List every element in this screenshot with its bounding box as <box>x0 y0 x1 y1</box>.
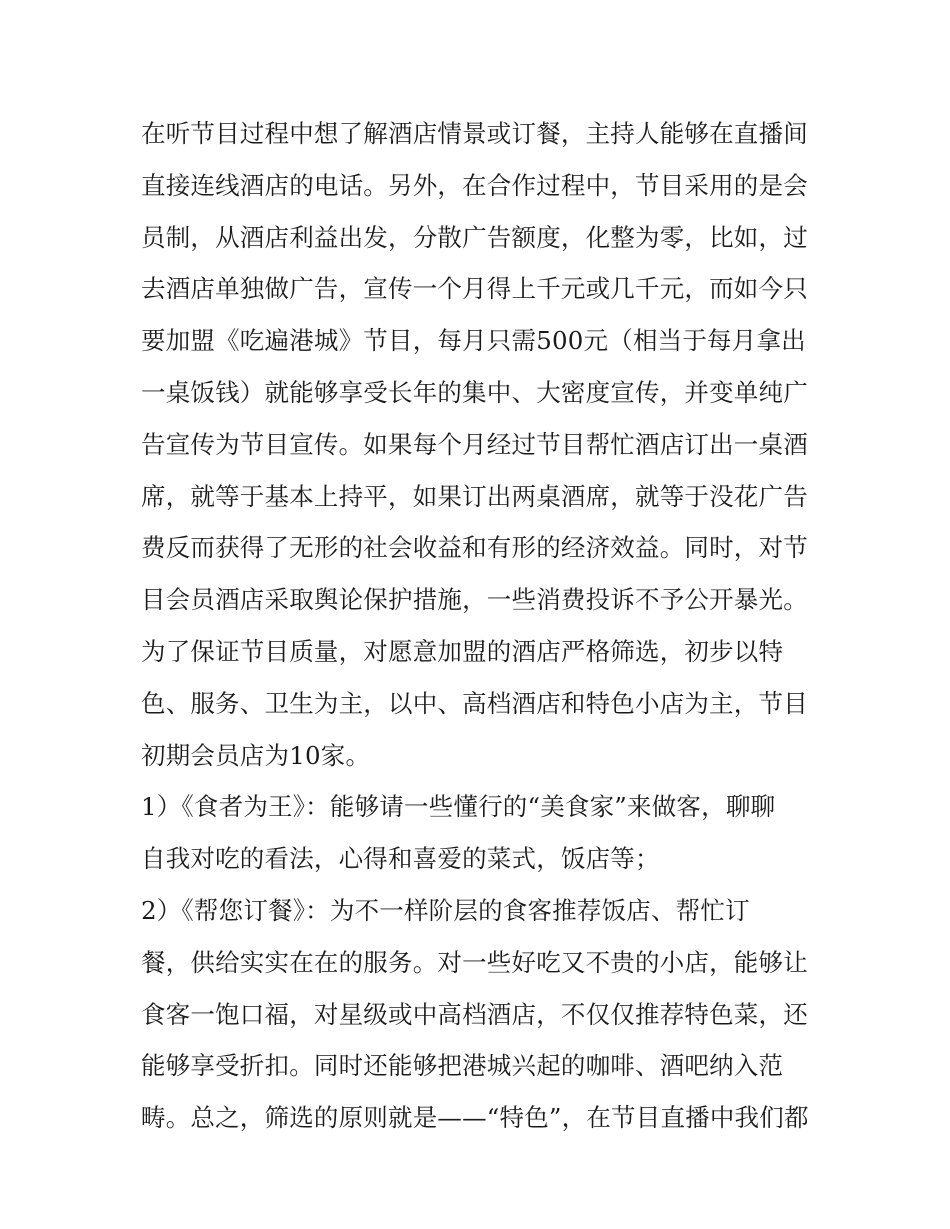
text-line: 目会员酒店采取舆论保护措施，一些消费投诉不予公开暴光。 <box>141 585 808 615</box>
body-text <box>141 108 821 1144</box>
text-line: 为了保证节目质量，对愿意加盟的酒店严格筛选，初步以特 <box>141 636 784 666</box>
text-line: 在听节目过程中想了解酒店情景或订餐，主持人能够在直播间 <box>141 119 808 148</box>
list-item-text: 1）《食者为王》：能够请一些懂行的“美食家”来做客，聊聊 <box>141 792 776 822</box>
list-item-text: 2）《帮您订餐》：为不一样阶层的食客推荐饭店、帮忙订 <box>141 895 750 925</box>
text-line: 费反而获得了无形的社会收益和有形的经济效益。同时，对节 <box>141 533 808 563</box>
list-item-text: 自我对吃的看法，心得和喜爱的菜式，饭店等； <box>141 844 660 874</box>
text-line: 去酒店单独做广告，宣传一个月得上千元或几千元，而如今只 <box>141 274 808 304</box>
text-line: 直接连线酒店的电话。另外，在合作过程中，节目采用的是会 <box>141 170 808 200</box>
list-item-text: 餐，供给实实在在的服务。对一些好吃又不贵的小店，能够让 <box>141 947 808 977</box>
text-line: 席，就等于基本上持平，如果订出两桌酒席，就等于没花广告 <box>141 481 808 511</box>
text-line: 要加盟《吃遍港城》节目，每月只需500元（相当于每月拿出 <box>141 326 806 356</box>
list-item-text: 畴。总之，筛选的原则就是——“特色”，在节目直播中我们都 <box>141 1103 809 1133</box>
text-line: 告宣传为节目宣传。如果每个月经过节目帮忙酒店订出一桌酒 <box>141 429 808 459</box>
text-line: 员制，从酒店利益出发，分散广告额度，化整为零，比如，过 <box>141 222 808 252</box>
text-line: 初期会员店为10家。 <box>141 740 371 770</box>
list-item-text: 食客一饱口福，对星级或中高档酒店，不仅仅推荐特色菜，还 <box>141 999 808 1029</box>
text-line: 一桌饭钱）就能够享受长年的集中、大密度宣传，并变单纯广 <box>141 377 808 407</box>
list-item-text: 能够享受折扣。同时还能够把港城兴起的咖啡、酒吧纳入范 <box>141 1051 784 1081</box>
text-line: 色、服务、卫生为主，以中、高档酒店和特色小店为主，节目 <box>141 688 808 718</box>
